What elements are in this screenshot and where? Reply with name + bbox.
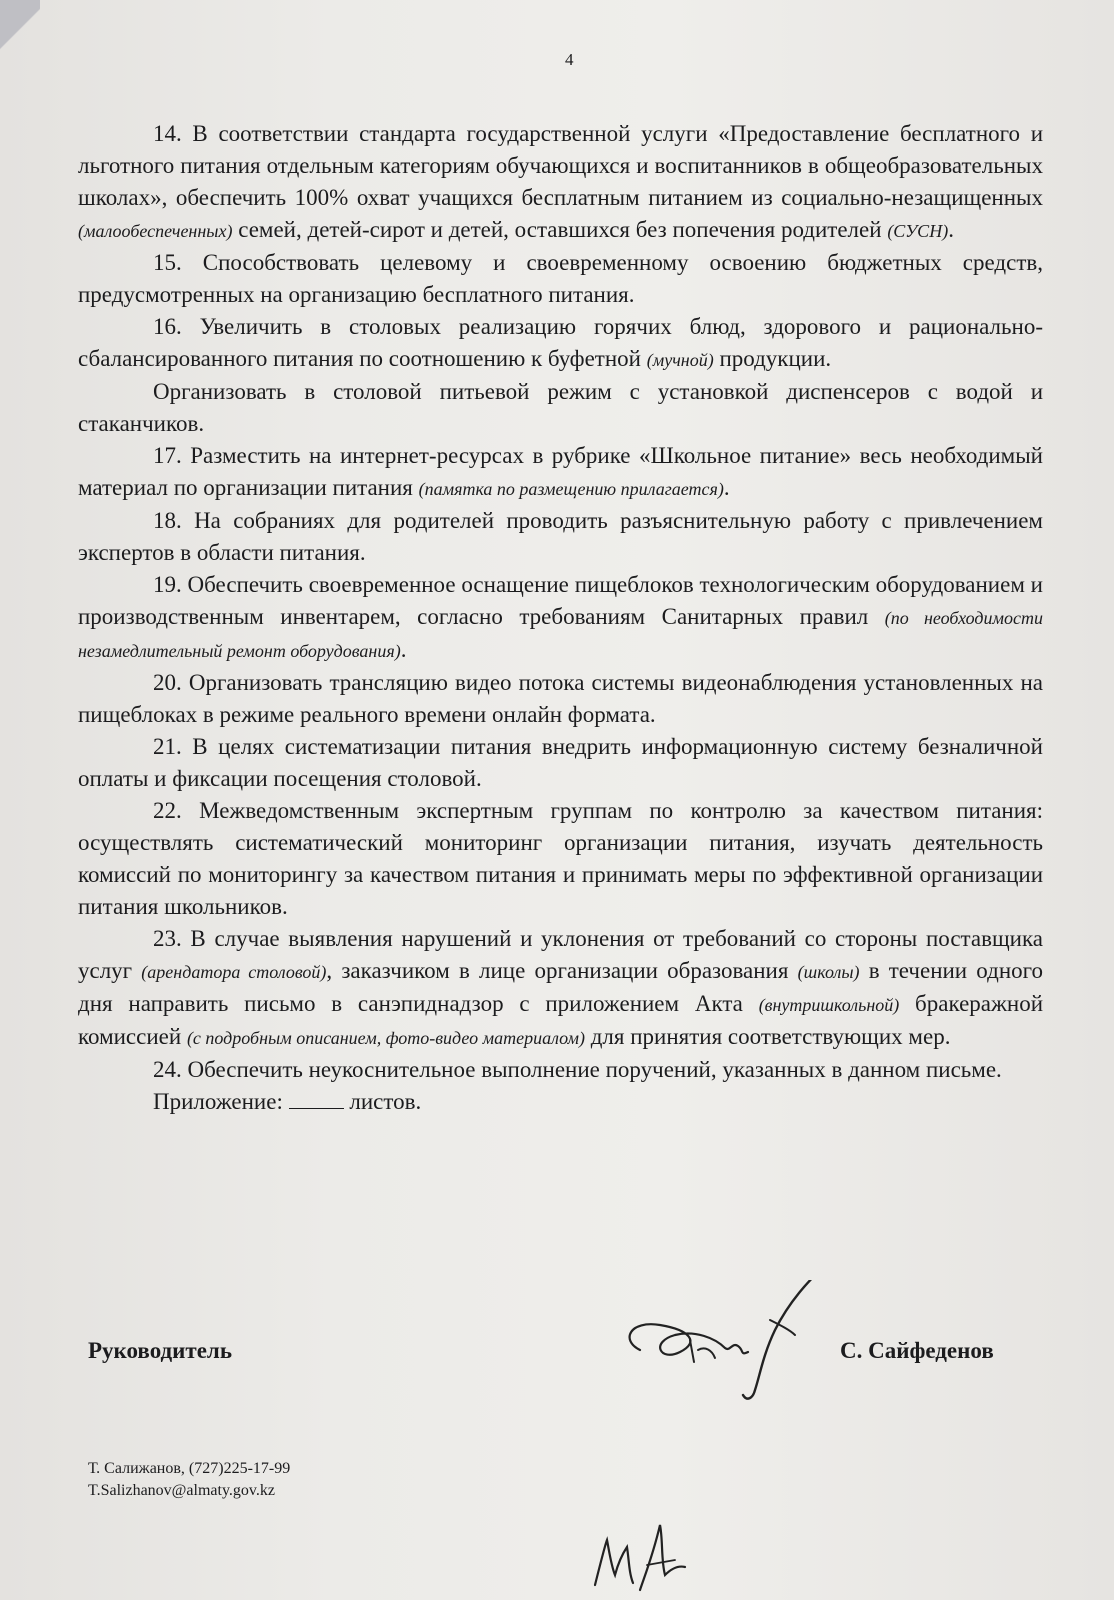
contact-block — [88, 1458, 290, 1502]
paragraph-p21 — [78, 731, 1043, 795]
paragraph-text: . — [948, 217, 954, 242]
handwritten-initials — [585, 1505, 705, 1600]
paragraph-note: (мучной) — [646, 350, 714, 370]
paragraph-text: 14. В соответствии стандарта государственной услуги «Предоставление бесплатного и льготного питания отдельным категориям обучающихся и воспитанников в общеобразовательных школах», обеспечить 100% охват учащихся бесплатным питанием из социально-незащищенных — [78, 121, 1043, 210]
paragraph-p22 — [78, 795, 1043, 923]
paragraph-p18 — [78, 505, 1043, 569]
attachment-line — [78, 1086, 1043, 1118]
paragraph-note: (памятка по размещению прилагается) — [418, 479, 724, 499]
signatory-name: С. Сайфеденов — [840, 1338, 994, 1363]
signatory-role: Руководитель — [88, 1338, 232, 1363]
paragraph-note: (арендатора столовой) — [141, 962, 327, 982]
paragraph-text: . — [723, 475, 730, 500]
paragraph-text: 17. Разместить на интернет-ресурсах в рубрике «Школьное питание» весь необходимый материал по организации питания — [78, 443, 1043, 500]
paragraph-text: 19. Обеспечить своевременное оснащение пищеблоков технологическим оборудованием и производственным инвентарем, согласно требованиям Санитарных правил — [78, 572, 1043, 629]
attachment-label: Приложение: — [153, 1089, 283, 1114]
paragraph-text: 18. На собраниях для родителей проводить разъяснительную работу с привлечением экспертов в области питания. — [78, 508, 1043, 565]
paragraph-text: бракеражной комиссией — [78, 991, 1043, 1049]
handwritten-signature — [620, 1280, 820, 1430]
contact-email: T.Salizhanov@almaty.gov.kz — [88, 1482, 275, 1499]
paragraph-text: . — [400, 637, 407, 662]
paragraph-p15 — [78, 247, 1043, 311]
attachment-suffix: листов. — [349, 1089, 422, 1114]
paragraph-note: (по необходимости незамедлительный ремонт оборудования) — [78, 608, 1043, 661]
paragraph-text: 21. В целях систематизации питания внедрить информационную систему безналичной оплаты и фиксации посещения столовой. — [78, 734, 1043, 791]
contact-person-phone: Т. Салижанов, (727)225-17-99 — [88, 1460, 291, 1477]
paragraph-text: , заказчиком в лице организации образования — [326, 958, 798, 983]
paragraph-text: 23. В случае выявления нарушений и уклонения от требований со стороны поставщика услуг — [78, 926, 1043, 983]
paragraph-note: (школы) — [797, 962, 860, 982]
paragraph-text: 24. Обеспечить неукоснительное выполнение поручений, указанных в данном письме. — [153, 1057, 1002, 1082]
attachment-blank — [289, 1088, 344, 1109]
paragraph-note: (с подробным описанием, фото-видео материалом) — [186, 1028, 585, 1048]
page-corner-fold — [0, 0, 40, 60]
paragraph-p20 — [78, 667, 1043, 731]
paragraph-text: 22. Межведомственным экспертным группам по контролю за качеством питания: осуществлять систематический мониторинг организации питания, изучать деятельность комиссий по мониторингу за качеством питания и принимать меры по эффективной организации питания школьников. — [78, 798, 1043, 919]
page-number: 4 — [565, 50, 574, 69]
document-body — [78, 118, 1043, 1118]
paragraph-text: Организовать в столовой питьевой режим с установкой диспенсеров с водой и стаканчиков. — [78, 379, 1043, 436]
paragraph-p17 — [78, 440, 1043, 505]
paragraph-p19 — [78, 569, 1043, 667]
paragraph-p16 — [78, 311, 1043, 376]
paragraph-text: для принятия соответствующих мер. — [584, 1024, 951, 1049]
paragraph-note: (малообеспеченных) — [78, 221, 233, 241]
paragraph-p14 — [78, 118, 1043, 247]
paragraph-p16b — [78, 376, 1043, 440]
paragraph-p23 — [78, 923, 1043, 1054]
paragraph-text: 16. Увеличить в столовых реализацию горячих блюд, здорового и рационально-сбалансированного питания по соотношению к буфетной — [78, 314, 1043, 371]
paragraph-p24 — [78, 1054, 1043, 1086]
paragraph-text: 15. Способствовать целевому и своевременному освоению бюджетных средств, предусмотренных на организацию бесплатного питания. — [78, 250, 1043, 307]
paragraph-text: продукции. — [713, 346, 832, 371]
paragraph-text: 20. Организовать трансляцию видео потока системы видеонаблюдения установленных на пищеблоках в режиме реального времени онлайн формата. — [78, 670, 1043, 727]
paragraph-note: (внутришкольной) — [758, 995, 900, 1015]
paragraph-text: семей, детей-сирот и детей, оставшихся без попечения родителей — [232, 217, 888, 242]
paragraph-note: (СУСН) — [887, 221, 949, 241]
paragraph-text: в течении одного дня направить письмо в санэпиднадзор с приложением Акта — [78, 958, 1044, 1016]
